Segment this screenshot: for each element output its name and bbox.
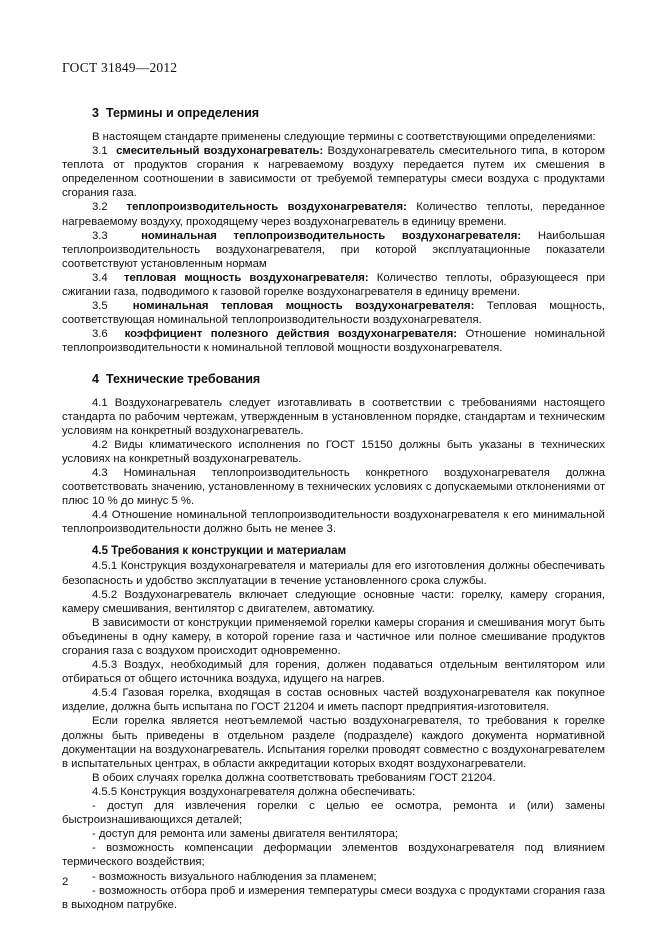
page-number: 2 bbox=[62, 876, 69, 888]
term-3-2-text: Количество теплоты, переданное нагреваемому воздуху, проходящему через воздухонагреватель в единицу времени. bbox=[62, 201, 605, 228]
section-number-4: 4 bbox=[92, 371, 99, 386]
subsection-heading-4-5: 4.5 Требования к конструкции и материалам bbox=[92, 545, 347, 558]
paragraph-4-5-4: 4.5.4 Газовая горелка, входящая в состав основных частей воздухонагревателя как покупное изделие, должна быть испытана по ГОСТ 21204 и иметь паспорт предприятия-изготовителя. bbox=[62, 687, 605, 714]
paragraph-4-5-4b: Если горелка является неотъемлемой частью воздухонагревателя, то требования к горелке должны быть приведены в отдельном разделе (подразделе) каждого документа нормативной документации на воздухонагреватель. Испытания горелки проводят совместно с воздухонагревателем в испытательных центрах, в области аккредитации которых входят воздухонагреватели. bbox=[62, 715, 605, 770]
paragraph-4-5-2b: В зависимости от конструкции применяемой горелки камеры сгорания и смешивания могут быть объединены в одну камеру, в которой горение газа и частичное или полное смешивание продуктов сгорания газа с воздухом происходит одновременно. bbox=[62, 616, 605, 657]
term-3-2-number: 3.2 bbox=[92, 201, 108, 214]
paragraph-4-5-1: 4.5.1 Конструкция воздухонагревателя и материалы для его изготовления должны обеспечивать безопасность и удобство эксплуатации в течение установленного срока службы. bbox=[62, 560, 605, 587]
section-title-4: Технические требования bbox=[105, 371, 261, 386]
term-3-1-name: смесительный воздухонагреватель: bbox=[116, 145, 324, 158]
term-3-5-name: номинальная тепловая мощность воздухонагревателя: bbox=[132, 300, 475, 313]
term-3-5-text: Тепловая мощность, соответствующая номинальной теплопроизводительности воздухонагревателя. bbox=[62, 300, 605, 327]
paragraph-4-4: 4.4 Отношение номинальной теплопроизводительности воздухонагревателя к его минимальной теплопроизводительности должно быть не менее 3. bbox=[62, 509, 605, 536]
list-item-3: - возможность компенсации деформации элементов воздухонагревателя под влиянием термического воздействия; bbox=[62, 842, 605, 869]
term-3-5 bbox=[62, 299, 605, 327]
section-number-3: 3 bbox=[92, 106, 99, 120]
term-3-4-number: 3.4 bbox=[92, 271, 108, 284]
term-3-1-text: Воздухонагреватель смесительного типа, в котором теплота от продуктов сгорания к нагреваемому воздуху передается путем их смешения в определенном соотношении в зависимости от требуемой температуры смеси воздуха с продуктами сгорания газа. bbox=[62, 145, 606, 200]
term-3-6-text: Отношение номинальной теплопроизводительности к номинальной тепловой мощности воздухонагревателя. bbox=[62, 328, 605, 355]
term-3-3-number: 3.3 bbox=[92, 229, 108, 242]
term-3-6 bbox=[62, 327, 605, 355]
list-item-4: - возможность визуального наблюдения за пламенем; bbox=[92, 870, 377, 883]
paragraph-4-5-4c: В обоих случаях горелка должна соответствовать требованиям ГОСТ 21204. bbox=[92, 771, 496, 784]
section-heading-4 bbox=[92, 372, 605, 386]
section-heading-3 bbox=[92, 106, 605, 120]
paragraph-4-2: 4.2 Виды климатического исполнения по ГОСТ 15150 должны быть указаны в технических условиях на конкретный воздухонагреватель. bbox=[62, 438, 605, 465]
term-3-5-number: 3.5 bbox=[92, 300, 108, 313]
term-3-4 bbox=[62, 271, 605, 299]
term-3-1 bbox=[62, 144, 605, 200]
paragraph-4-5-2: 4.5.2 Воздухонагреватель включает следующие основные части: горелку, камеру сгорания, камеру смешивания, вентилятор с двигателем, автоматику. bbox=[62, 588, 605, 615]
term-3-2 bbox=[62, 200, 605, 228]
term-3-2-name: теплопроизводительность воздухонагревателя: bbox=[126, 201, 407, 214]
section-title-3: Термины и определения bbox=[105, 106, 260, 120]
paragraph-4-5-5: 4.5.5 Конструкция воздухонагревателя должна обеспечивать: bbox=[92, 785, 416, 798]
document-header: ГОСТ 31849—2012 bbox=[62, 60, 178, 75]
paragraph-intro-3: В настоящем стандарте применены следующие термины с соответствующими определениями: bbox=[92, 131, 596, 143]
paragraph-4-5-3: 4.5.3 Воздух, необходимый для горения, должен подаваться отдельным вентилятором или отбираться от общего источника воздуха, идущего на нагрев. bbox=[62, 659, 605, 686]
term-3-6-name: коэффициент полезного действия воздухонагревателя: bbox=[124, 328, 458, 341]
term-3-4-text: Количество теплоты, образующееся при сжигании газа, подводимого к газовой горелке воздухонагревателя в единицу времени. bbox=[62, 271, 606, 299]
list-item-5: - возможность отбора проб и измерения температуры смеси воздуха с продуктами сгорания газа в выходном патрубке. bbox=[62, 884, 605, 911]
list-item-1: - доступ для извлечения горелки с целью ее осмотра, ремонта и (или) замены быстроизнашивающихся деталей; bbox=[62, 800, 605, 827]
term-3-3-text: Наибольшая теплопроизводительность воздухонагревателя, при которой эксплуатационные показатели соответствуют установленным нормам bbox=[62, 229, 606, 270]
term-3-3 bbox=[62, 229, 605, 271]
term-3-6-number: 3.6 bbox=[92, 328, 108, 341]
paragraph-4-1: 4.1 Воздухонагреватель следует изготавливать в соответствии с требованиями настоящего стандарта по рабочим чертежам, утвержденным в установленном порядке, стандартам и техническим условиям на конкретный воздухонагреватель. bbox=[62, 396, 605, 437]
term-3-3-name: номинальная теплопроизводительность воздухонагревателя: bbox=[141, 229, 522, 242]
term-3-1-number: 3.1 bbox=[92, 145, 108, 158]
term-3-4-name: тепловая мощность воздухонагревателя: bbox=[123, 271, 369, 284]
paragraph-4-3: 4.3 Номинальная теплопроизводительность конкретного воздухонагревателя должна соответствовать значению, установленному в технических условиях с допускаемыми отклонениями от плюс 10 % до минус 5 %. bbox=[62, 466, 605, 508]
list-item-2: - доступ для ремонта или замены двигателя вентилятора; bbox=[92, 828, 398, 841]
